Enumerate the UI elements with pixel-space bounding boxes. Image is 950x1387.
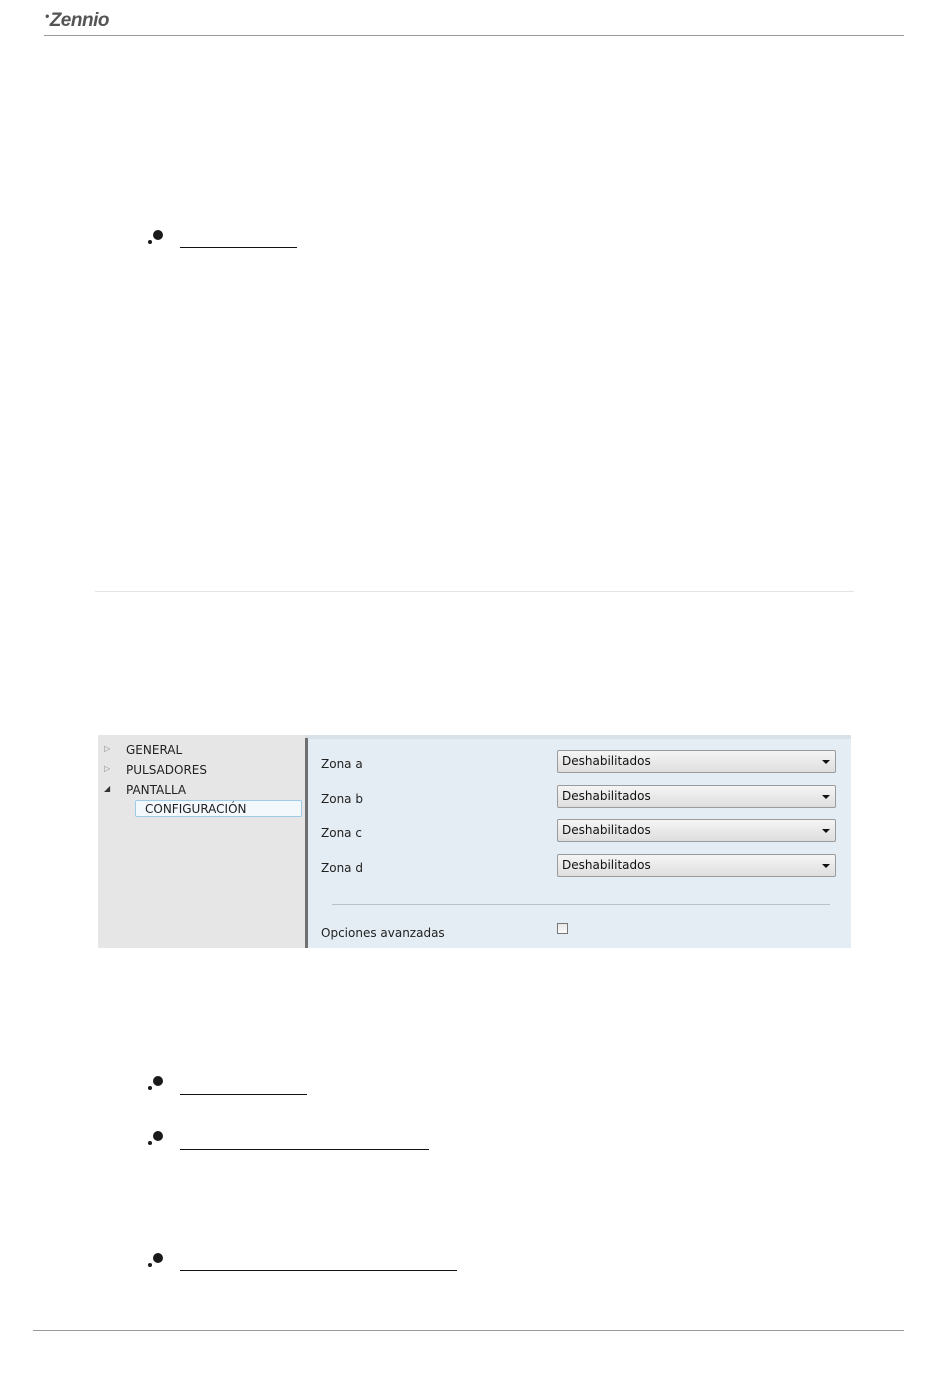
bullet-icon [148,1253,166,1269]
tree-item-pulsadores[interactable]: PULSADORES [126,763,207,777]
tree-item-configuracion-label: CONFIGURACIÓN [145,802,247,816]
parameter-panel [308,739,851,948]
collapsed-triangle-icon[interactable]: ▷ [104,744,111,753]
zona-c-label: Zona c [321,826,362,840]
bullet-underline [180,1094,307,1095]
bullet-underline [180,1149,429,1150]
tree-item-general[interactable]: GENERAL [126,743,183,757]
chevron-down-icon [822,795,830,799]
collapsed-triangle-icon[interactable]: ▷ [104,764,111,773]
zona-b-label: Zona b [321,792,363,806]
chevron-down-icon [822,760,830,764]
opciones-avanzadas-label: Opciones avanzadas [321,926,445,940]
tree-item-configuracion[interactable] [135,800,302,817]
panel-divider [332,904,830,905]
expanded-triangle-icon[interactable]: ◢ [104,784,111,793]
logo-text: Zennio [49,10,109,31]
chevron-down-icon [822,829,830,833]
tree-item-pantalla[interactable]: PANTALLA [126,783,187,797]
section-divider [95,591,854,592]
bullet-underline [180,1270,457,1271]
zona-a-label: Zona a [321,757,363,771]
zona-d-value: Deshabilitados [562,858,651,872]
zona-a-select[interactable] [557,750,836,773]
bullet-icon [148,1076,166,1092]
opciones-avanzadas-checkbox[interactable] [557,923,568,934]
parameter-tree [98,735,305,948]
zona-a-value: Deshabilitados [562,754,651,768]
zona-d-select[interactable] [557,854,836,877]
zennio-logo [45,10,109,32]
footer-rule [33,1330,904,1331]
zona-d-label: Zona d [321,861,363,875]
zona-c-select[interactable] [557,819,836,842]
chevron-down-icon [822,864,830,868]
logo-dots-icon: • [45,9,49,23]
header-rule [44,35,904,36]
bullet-icon [148,230,166,246]
bullet-icon [148,1131,166,1147]
zona-b-value: Deshabilitados [562,789,651,803]
zona-c-value: Deshabilitados [562,823,651,837]
ets-parameter-window [98,735,851,948]
zona-b-select[interactable] [557,785,836,808]
bullet-underline [180,247,297,248]
